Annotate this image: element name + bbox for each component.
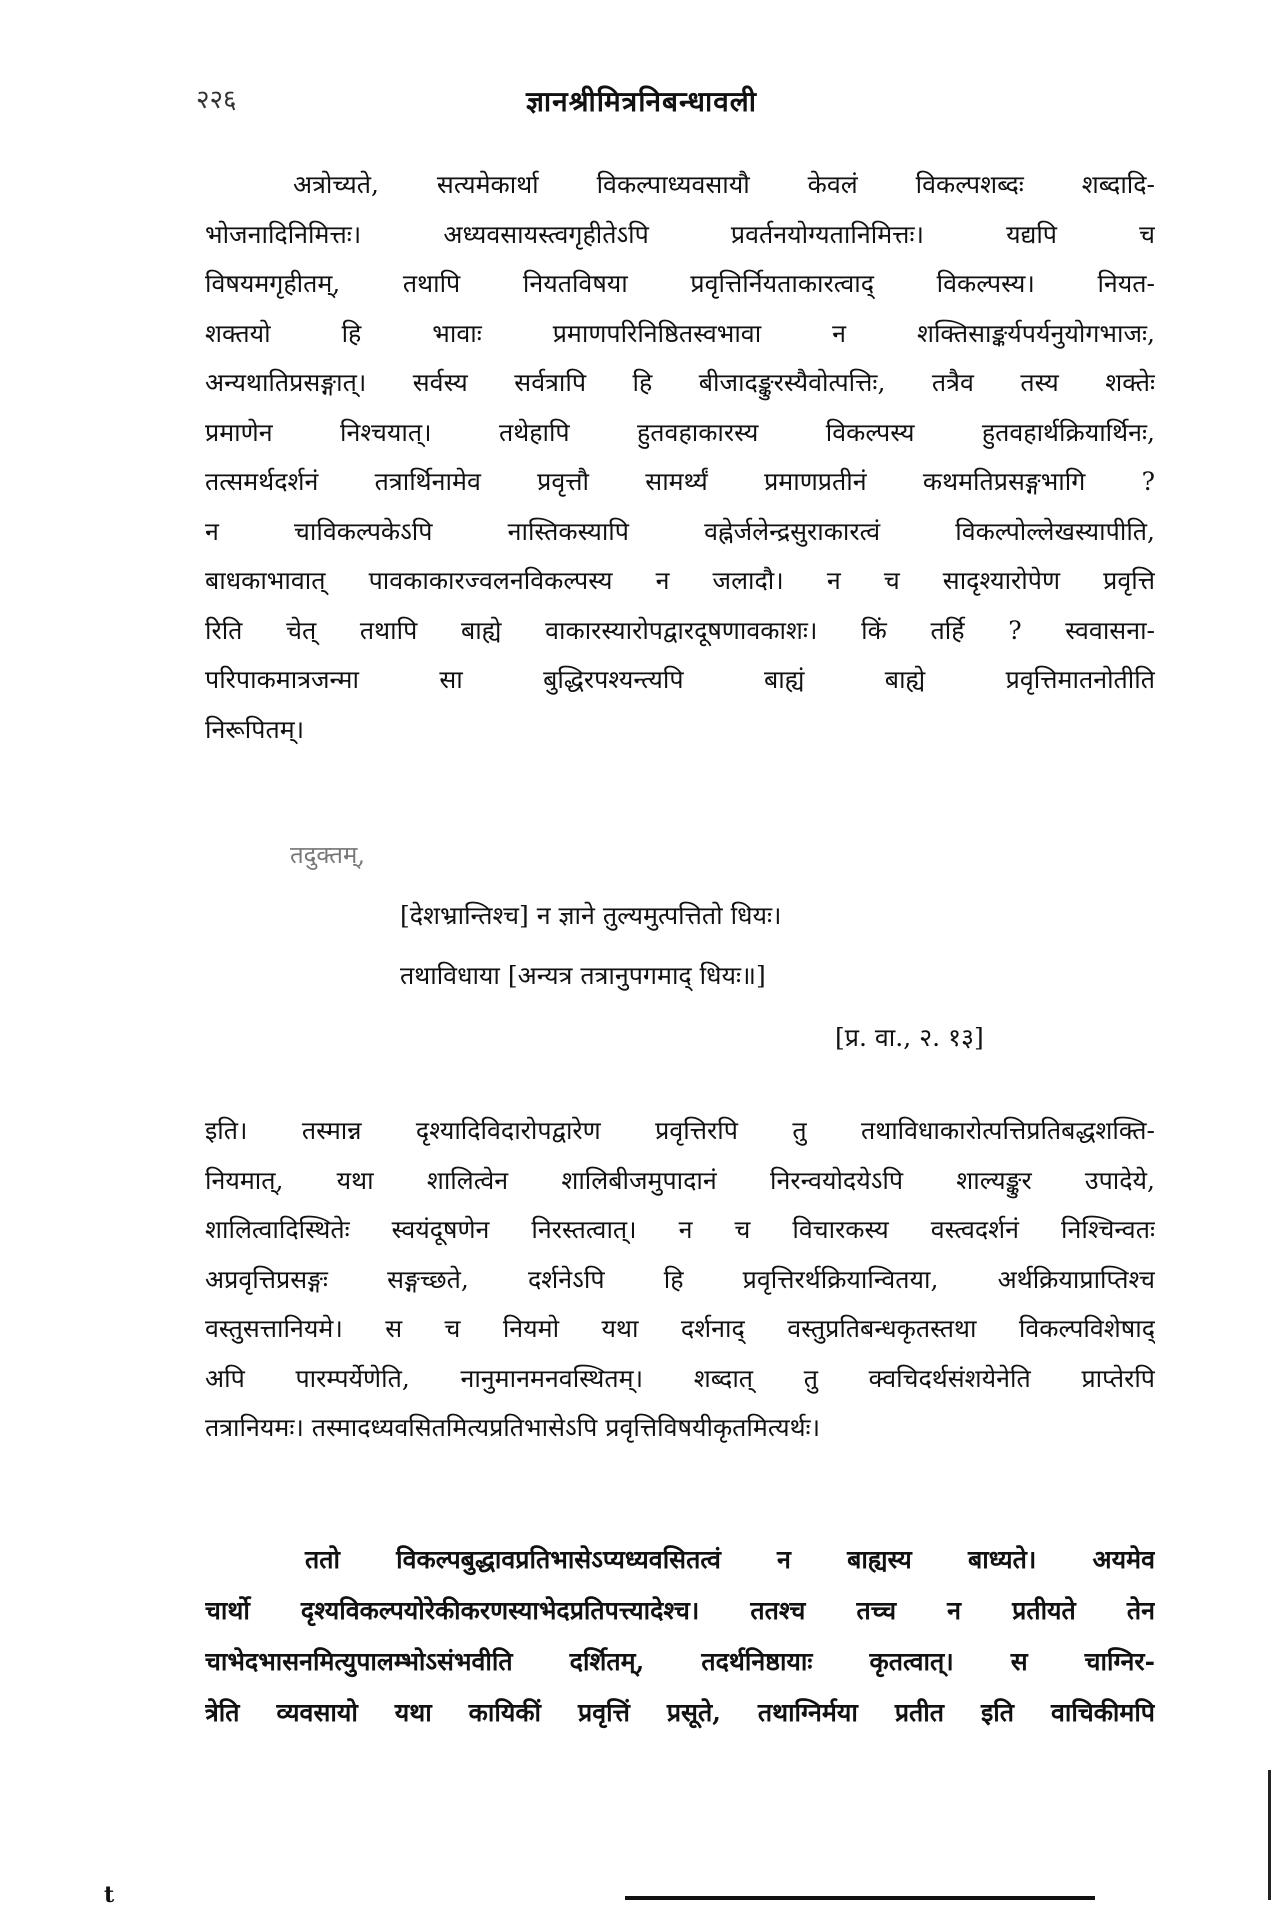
text-line: रिति चेत् तथापि बाह्ये वाकारस्यारोपद्वारदूषणावकाशः। किं तर्हि ? स्ववासना-: [205, 615, 1155, 645]
page-number: २२६: [196, 85, 237, 115]
text-line: तत्रानियमः। तस्मादध्यवसितमित्यप्रतिभासेऽपि प्रवृत्तिविषयीकृतमित्यर्थः।: [205, 1413, 821, 1442]
text-line: न चाविकल्पकेऽपि नास्तिकस्यापि वह्नेर्जलेन्द्रसुराकारत्वं विकल्पोल्लेखस्यापीति,: [205, 516, 1155, 546]
text-line: चार्थो दृश्यविकल्पयोरेकीकरणस्याभेदप्रतिपत्त्यादेश्च। ततश्च तच्च न प्रतीयते तेन: [205, 1596, 1155, 1625]
text-line: वस्तुसत्तानियमे। स च नियमो यथा दर्शनाद् वस्तुप्रतिबन्धकृतस्तथा विकल्पविशेषाद्: [205, 1314, 1155, 1343]
text-line: विषयमगृहीतम्, तथापि नियतविषया प्रवृत्तिर्नियताकारत्वाद् विकल्पस्य। नियत-: [205, 269, 1155, 298]
text-line: अत्रोच्यते, सत्यमेकार्था विकल्पाध्यवसायौ केवलं विकल्पशब्दः शब्दादि-: [293, 170, 1155, 199]
text-line: भोजनादिनिमित्तः। अध्यवसायस्त्वगृहीतेऽपि प्रवर्तनयोग्यतानिमित्तः। यद्यपि च: [205, 219, 1155, 249]
text-line: चाभेदभासनमित्युपालम्भोऽसंभवीति दर्शितम्, तदर्थनिष्ठायाः कृतत्वात्। स चाग्निर-: [205, 1647, 1155, 1676]
text-line: शालित्वादिस्थितेः स्वयंदूषणेन निरस्तत्वात्। न च विचारकस्य वस्त्वदर्शनं निश्चिन्वतः: [205, 1215, 1155, 1244]
text-line: नियमात्, यथा शालित्वेन शालिबीजमुपादानं निरन्वयोदयेऽपि शाल्यङ्कुर उपादेये,: [205, 1165, 1155, 1195]
margin-letter-mark: t: [104, 1882, 115, 1908]
verse-line-2: तथाविधाया [अन्यत्र तत्रानुपगमाद् धियः॥]: [400, 961, 766, 990]
text-line: अप्रवृत्तिप्रसङ्गः सङ्गच्छते, दर्शनेऽपि हि प्रवृत्तिरर्थक्रियान्वितया, अर्थक्रियाप्राप्तिश्च: [205, 1264, 1155, 1294]
text-line: ततो विकल्पबुद्धावप्रतिभासेऽप्यध्यवसितत्वं न बाह्यस्य बाध्यते। अयमेव: [305, 1545, 1155, 1574]
text-line: अन्यथातिप्रसङ्गात्। सर्वस्य सर्वत्रापि हि बीजादङ्कुरस्यैवोत्पत्तिः, तत्रैव तस्य शक्तेः: [205, 368, 1155, 397]
paragraph-1: [205, 160, 1155, 754]
text-line: बाधकाभावात् पावकाकारज्वलनविकल्पस्य न जलादौ। न च सादृश्यारोपेण प्रवृत्ति: [205, 566, 1155, 595]
paragraph-3: [205, 1534, 1155, 1738]
text-line: शक्तयो हि भावाः प्रमाणपरिनिष्ठितस्वभावा न शक्तिसाङ्कर्यपर्यनुयोगभाजः,: [205, 318, 1155, 348]
text-line: परिपाकमात्रजन्मा सा बुद्धिरपश्यन्त्यपि बाह्यं बाह्ये प्रवृत्तिमातनोतीति: [205, 665, 1155, 694]
text-line: इति। तस्मान्न दृश्यादिविदारोपद्वारेण प्रवृत्तिरपि तु तथाविधाकारोत्पत्तिप्रतिबद्धशक्ति-: [205, 1116, 1155, 1145]
verse-reference: [प्र. वा., २. १३]: [835, 1023, 984, 1052]
text-line: त्रेति व्यवसायो यथा कायिकीं प्रवृत्तिं प्रसूते, तथाग्निर्मया प्रतीत इति वाचिकीमपि: [205, 1698, 1155, 1727]
verse-intro: तदुक्तम्,: [290, 841, 365, 869]
text-line: निरूपितम्।: [205, 714, 305, 744]
paragraph-2: [205, 1106, 1155, 1453]
bottom-rule: [625, 1896, 1095, 1900]
margin-scan-mark: [1268, 1770, 1271, 1900]
running-title: ज्ञानश्रीमित्रनिबन्धावली: [525, 85, 758, 118]
text-line: प्रमाणेन निश्चयात्। तथेहापि हुतवहाकारस्य विकल्पस्य हुतवहार्थक्रियार्थिनः,: [205, 417, 1155, 447]
text-line: तत्समर्थदर्शनं तत्रार्थिनामेव प्रवृत्तौ सामर्थ्यं प्रमाणप्रतीनं कथमतिप्रसङ्गभागि ?: [205, 467, 1155, 496]
verse-line-1: [देशभ्रान्तिश्च] न ज्ञाने तुल्यमुत्पत्तितो धियः।: [400, 901, 782, 930]
text-line: अपि पारम्पर्येणेति, नानुमानमनवस्थितम्। शब्दात् तु क्वचिदर्थसंशयेनेति प्राप्तेरपि: [205, 1363, 1155, 1393]
